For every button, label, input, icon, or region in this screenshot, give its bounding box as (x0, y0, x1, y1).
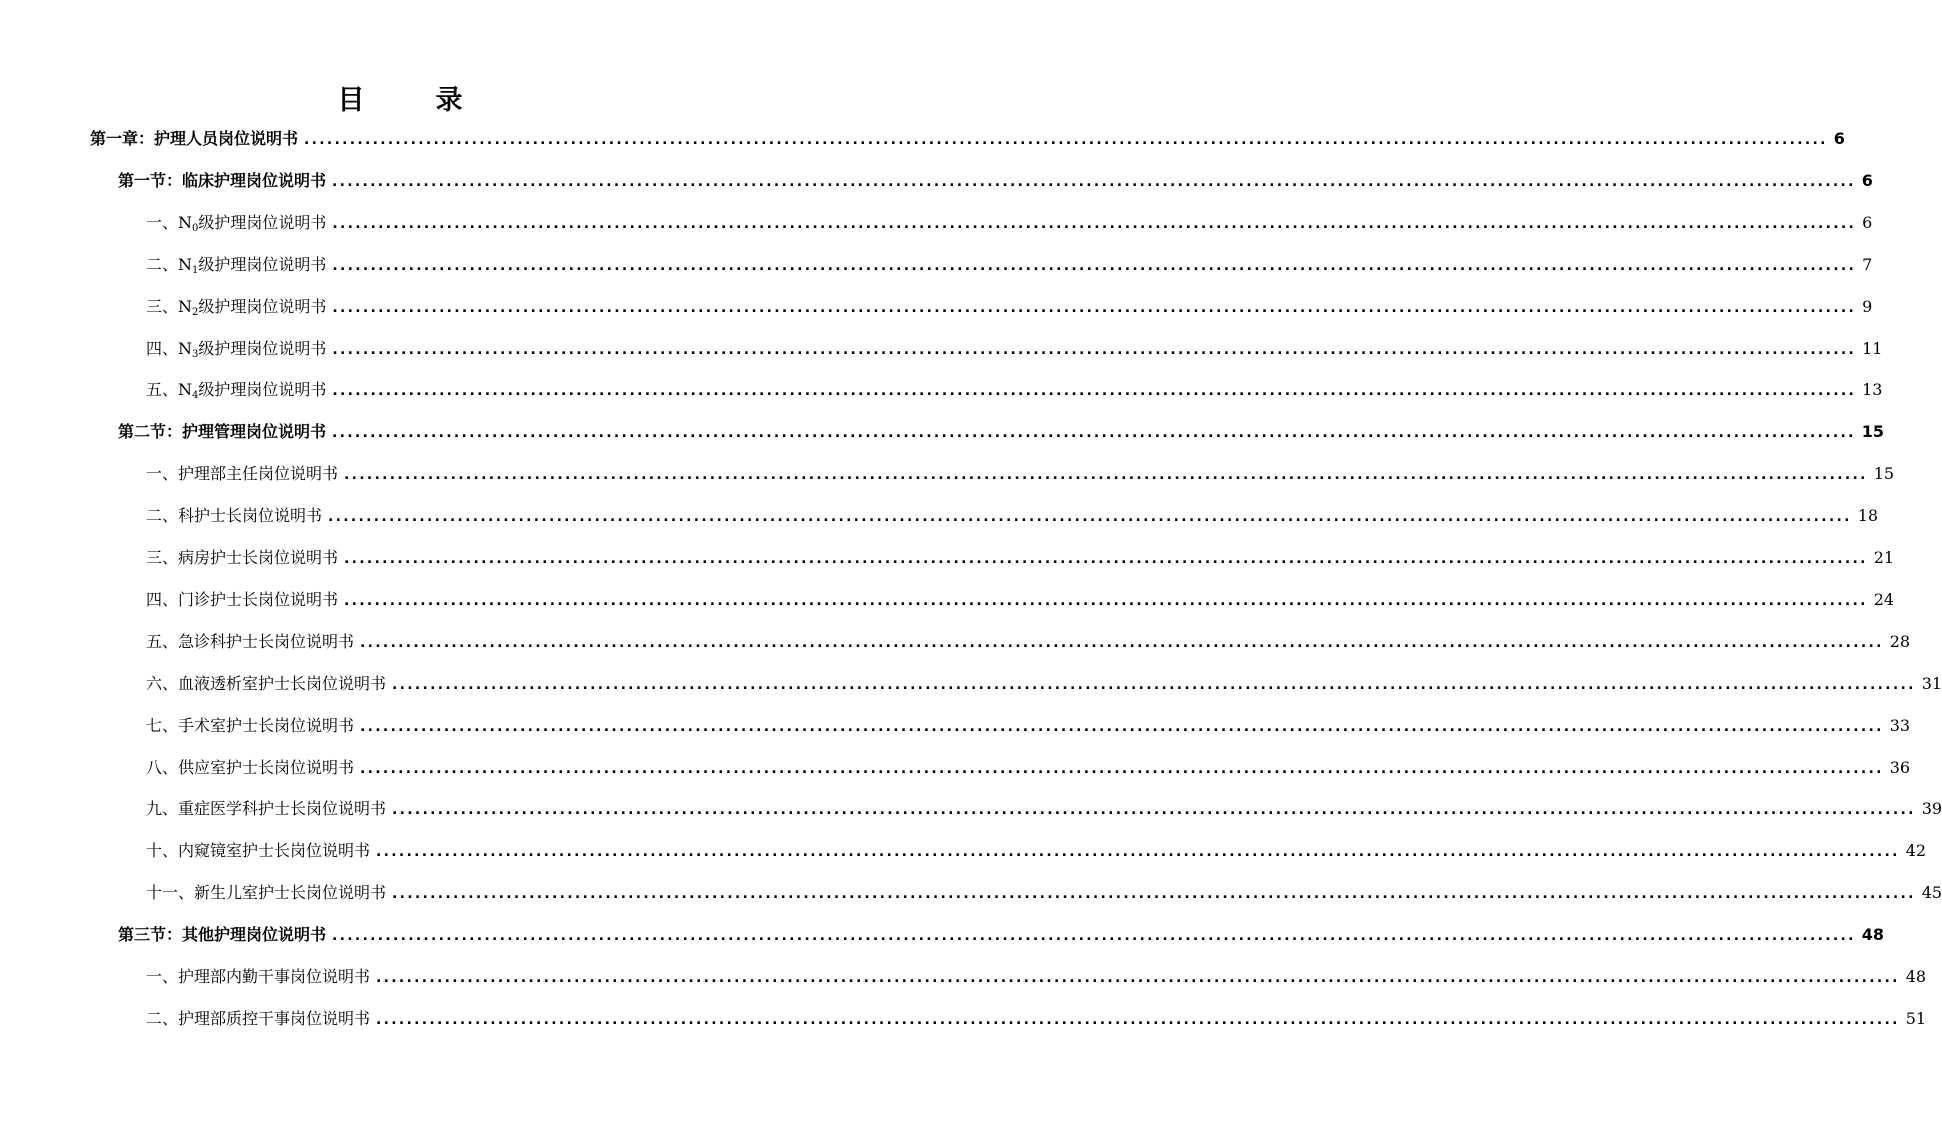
dot-leader: ........................................................................................................................................................................................................ (360, 719, 1884, 735)
toc-entry-title-suffix: 级护理岗位说明书 (198, 380, 327, 399)
toc-page-number: 11 (1862, 339, 1883, 358)
toc-entry-title-subscript: 0 (192, 223, 199, 234)
toc-page-number: 39 (1921, 799, 1942, 818)
toc-item-entry[interactable] (146, 589, 1895, 612)
dot-leader: ........................................................................................................................................................................................................ (376, 844, 1900, 860)
toc-page-number: 6 (1862, 213, 1873, 232)
dot-leader: ........................................................................................................................................................................................................ (344, 593, 1868, 609)
toc-entry-title: 一、护理部内勤干事岗位说明书 (146, 967, 371, 986)
toc-page-number: 45 (1921, 883, 1942, 902)
toc-entry-title: 六、血液透析室护士长岗位说明书 (146, 674, 387, 693)
toc-entry-title: 五、急诊科护士长岗位说明书 (146, 632, 355, 651)
toc-entry-title-suffix: 级护理岗位说明书 (198, 339, 327, 358)
toc-item-entry[interactable] (146, 379, 1883, 402)
toc-item-entry[interactable] (146, 505, 1879, 528)
toc-entry-title: 第三节：其他护理岗位说明书 (118, 925, 327, 944)
toc-entry-title: 二、科护士长岗位说明书 (146, 506, 323, 525)
dot-leader: ........................................................................................................................................................................................................ (344, 467, 1868, 483)
toc-entry-title-subscript: 4 (192, 390, 199, 401)
toc-page-number: 42 (1905, 841, 1927, 860)
dot-leader: ........................................................................................................................................................................................................ (328, 509, 1852, 525)
toc-page-number: 28 (1889, 632, 1911, 651)
toc-entry-title-suffix: 级护理岗位说明书 (198, 297, 327, 316)
toc-entry-title: 九、重症医学科护士长岗位说明书 (146, 799, 387, 818)
toc-entry-title: 十一、新生儿室护士长岗位说明书 (146, 883, 387, 902)
toc-entry-title: 第二节：护理管理岗位说明书 (118, 422, 327, 441)
toc-section-entry[interactable] (118, 421, 1884, 444)
toc-page-number: 15 (1873, 464, 1895, 483)
toc-page-number: 48 (1905, 967, 1927, 986)
dot-leader: ........................................................................................................................................................................................................ (360, 761, 1884, 777)
toc-page-number: 7 (1862, 255, 1873, 274)
toc-entry-title (146, 254, 326, 276)
dot-leader: ........................................................................................................................................................................................................ (376, 970, 1900, 986)
toc-entry-title: 二、护理部质控干事岗位说明书 (146, 1009, 371, 1028)
toc-entry-title (146, 296, 326, 318)
dot-leader: ........................................................................................................................................................................................................ (344, 551, 1868, 567)
toc-page-number: 21 (1873, 548, 1895, 567)
toc-entry-title-subscript: 2 (192, 307, 199, 318)
dot-leader: ........................................................................................................................................................................................................ (332, 383, 1857, 399)
toc-item-entry[interactable] (146, 798, 1942, 821)
toc-page-number: 24 (1873, 590, 1895, 609)
toc-entry-title-subscript: 3 (192, 349, 199, 360)
toc-entry-title-subscript: 1 (192, 265, 199, 276)
toc-item-entry[interactable] (146, 212, 1873, 235)
toc-item-entry[interactable] (146, 1008, 1927, 1031)
dot-leader: ........................................................................................................................................................................................................ (392, 677, 1916, 693)
toc-entry-title: 四、门诊护士长岗位说明书 (146, 590, 339, 609)
dot-leader: ........................................................................................................................................................................................................ (332, 300, 1857, 316)
toc-entry-title-prefix: 一、N (146, 213, 193, 232)
toc-page-number: 33 (1889, 716, 1911, 735)
toc-page-number: 15 (1861, 422, 1884, 441)
toc-entry-title: 八、供应室护士长岗位说明书 (146, 758, 355, 777)
toc-entry-title-suffix: 级护理岗位说明书 (198, 255, 327, 274)
dot-leader: ........................................................................................................................................................................................................ (332, 928, 1856, 944)
toc-page-number: 9 (1862, 297, 1873, 316)
toc-entry-title-prefix: 五、N (146, 380, 193, 399)
toc-entry-title: 第一节：临床护理岗位说明书 (118, 171, 327, 190)
toc-entry-title-prefix: 四、N (146, 339, 193, 358)
toc-page-number: 31 (1921, 674, 1942, 693)
toc-item-entry[interactable] (146, 338, 1883, 361)
toc-item-entry[interactable] (146, 757, 1911, 780)
toc-entry-title-prefix: 三、N (146, 297, 193, 316)
toc-entry-title (146, 379, 326, 401)
dot-leader: ........................................................................................................................................................................................................ (392, 886, 1916, 902)
dot-leader: ........................................................................................................................................................................................................ (332, 174, 1856, 190)
toc-item-entry[interactable] (146, 840, 1927, 863)
toc-entry-title-suffix: 级护理岗位说明书 (198, 213, 327, 232)
toc-item-entry[interactable] (146, 463, 1895, 486)
toc-chapter-entry[interactable] (90, 128, 1845, 151)
toc-item-entry[interactable] (146, 966, 1927, 989)
toc-item-entry[interactable] (146, 882, 1942, 905)
toc-entry-title: 第一章：护理人员岗位说明书 (90, 129, 299, 148)
toc-item-entry[interactable] (146, 715, 1911, 738)
toc-entry-title: 十、内窥镜室护士长岗位说明书 (146, 841, 371, 860)
toc-section-entry[interactable] (118, 170, 1873, 193)
toc-entry-title: 七、手术室护士长岗位说明书 (146, 716, 355, 735)
toc-item-entry[interactable] (146, 254, 1873, 277)
toc-item-entry[interactable] (146, 547, 1895, 570)
toc-item-entry[interactable] (146, 296, 1873, 319)
toc-page-number: 6 (1833, 129, 1845, 148)
dot-leader: ........................................................................................................................................................................................................ (332, 342, 1857, 358)
toc-entry-title (146, 212, 326, 234)
toc-page-number: 48 (1861, 925, 1884, 944)
toc-page-number: 36 (1889, 758, 1911, 777)
toc-page-number: 18 (1857, 506, 1879, 525)
dot-leader: ........................................................................................................................................................................................................ (304, 132, 1828, 148)
toc-entry-title: 一、护理部主任岗位说明书 (146, 464, 339, 483)
dot-leader: ........................................................................................................................................................................................................ (392, 802, 1916, 818)
toc-page-number: 6 (1861, 171, 1873, 190)
toc-page-number: 13 (1862, 380, 1883, 399)
toc-page-number: 51 (1905, 1009, 1927, 1028)
toc-entry-title: 三、病房护士长岗位说明书 (146, 548, 339, 567)
toc-section-entry[interactable] (118, 924, 1884, 947)
toc-item-entry[interactable] (146, 673, 1942, 696)
dot-leader: ........................................................................................................................................................................................................ (360, 635, 1884, 651)
dot-leader: ........................................................................................................................................................................................................ (332, 258, 1857, 274)
dot-leader: ........................................................................................................................................................................................................ (332, 216, 1857, 232)
dot-leader: ........................................................................................................................................................................................................ (332, 425, 1856, 441)
dot-leader: ........................................................................................................................................................................................................ (376, 1012, 1900, 1028)
toc-entry-title-prefix: 二、N (146, 255, 193, 274)
toc-item-entry[interactable] (146, 631, 1911, 654)
page-title: 目 录 (337, 85, 485, 116)
toc-entry-title (146, 338, 326, 360)
